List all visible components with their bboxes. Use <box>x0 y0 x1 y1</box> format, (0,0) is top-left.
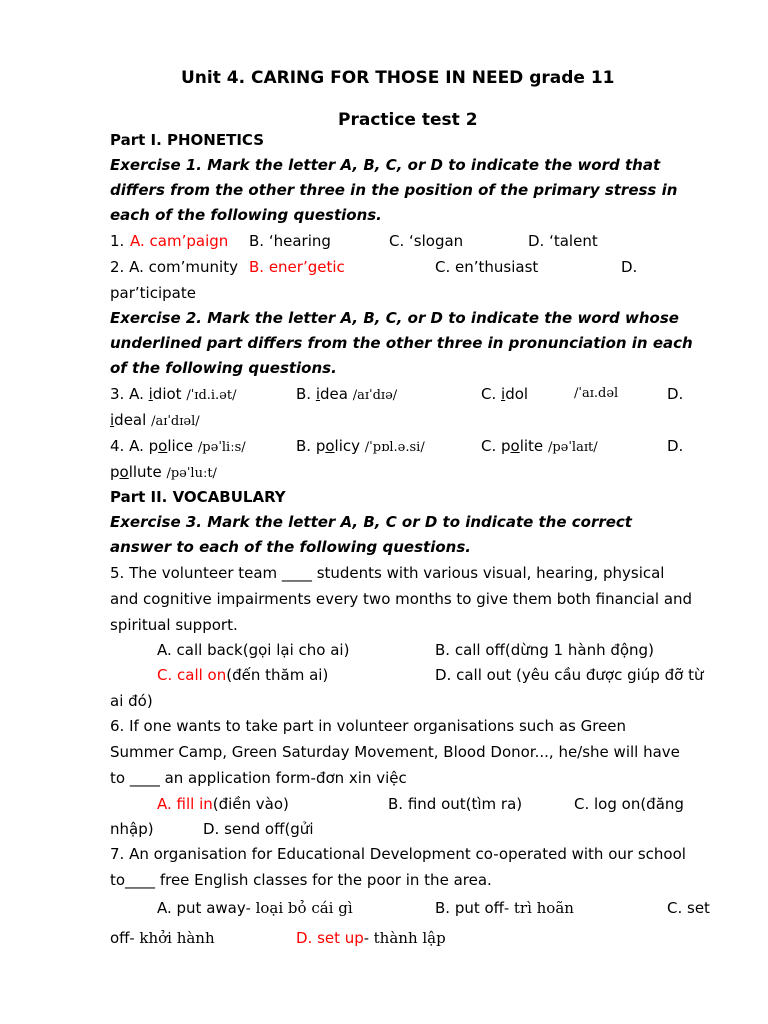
q3-b-underlined: i <box>315 385 320 403</box>
part-2-heading: Part II. VOCABULARY <box>110 488 286 506</box>
question-3-option-d-label: D. <box>667 385 684 403</box>
question-7-option-c: C. set <box>667 899 710 917</box>
q7-b-word: B. put off <box>435 899 505 917</box>
question-1-option-c: C. ‘slogan <box>389 232 464 250</box>
question-5-line-2: and cognitive impairments every two months to give them both financial and <box>110 590 693 608</box>
q3-c-ipa: /ˈaɪ.dəl <box>574 386 619 401</box>
question-7-option-b <box>435 898 574 918</box>
q3-d-rest: deal <box>114 411 147 429</box>
q5-c-answer: C. call on <box>157 666 227 684</box>
q5-c-meaning: (đến thăm ai) <box>226 666 329 684</box>
question-5-option-a: A. call back(gọi lại cho ai) <box>157 641 350 659</box>
q4-a-ipa: /pəˈliːs/ <box>197 440 246 455</box>
q4-c-prefix: C. p <box>481 437 511 455</box>
q3-d-underlined: i <box>110 411 115 429</box>
question-1-option-b: B. ‘hearing <box>249 232 331 250</box>
q4-b-ipa: /ˈpɒl.ə.si/ <box>364 440 425 455</box>
q3-a-underlined: i <box>148 385 153 403</box>
q7-a-word: A. put away <box>157 899 246 917</box>
q3-b-prefix: B. <box>296 385 316 403</box>
question-6-line-2: Summer Camp, Green Saturday Movement, Blood Donor..., he/she will have <box>110 743 680 761</box>
q4-a-rest: lice <box>167 437 194 455</box>
question-1-option-d: D. ‘talent <box>528 232 598 250</box>
document-title: Unit 4. CARING FOR THOSE IN NEED grade 11 <box>181 68 615 88</box>
q4-a-prefix: 4. A. p <box>110 437 159 455</box>
question-6-option-c-cont: nhập) <box>110 820 154 838</box>
question-3-option-c <box>481 384 528 404</box>
question-5-option-c <box>157 665 328 685</box>
q4-b-underlined: o <box>325 437 335 455</box>
exercise-3-instruction-line-2: answer to each of the following questions. <box>110 538 471 556</box>
question-4-option-b <box>296 436 425 458</box>
question-6-option-a <box>157 794 289 814</box>
q4-c-underlined: o <box>510 437 520 455</box>
exercise-3-instruction-line-1: Exercise 3. Mark the letter A, B, C or D to indicate the correct <box>110 513 632 531</box>
question-7-option-c-cont <box>110 928 215 948</box>
q4-c-rest: lite <box>519 437 544 455</box>
question-3-option-b <box>296 384 397 406</box>
question-4-option-d-label: D. <box>667 437 684 455</box>
question-7-line-1: 7. An organisation for Educational Development co-operated with our school <box>110 845 686 863</box>
question-7-option-a <box>157 898 353 918</box>
q3-b-rest: dea <box>320 385 348 403</box>
q4-d-rest: llute <box>128 463 162 481</box>
exercise-2-instruction-line-1: Exercise 2. Mark the letter A, B, C, or D to indicate the word whose <box>110 309 679 327</box>
q3-a-ipa: /ˈɪd.i.ət/ <box>186 388 237 403</box>
question-1-number: 1. <box>110 232 125 250</box>
question-4-option-c <box>481 436 598 458</box>
question-4-option-d-word <box>110 462 217 484</box>
question-6-option-b: B. find out(tìm ra) <box>388 795 523 813</box>
q4-d-underlined: o <box>119 463 129 481</box>
exercise-1-instruction-line-1: Exercise 1. Mark the letter A, B, C, or D to indicate the word that <box>110 156 661 174</box>
exercise-1-instruction-line-2: differs from the other three in the position of the primary stress in <box>110 181 678 199</box>
q3-a-rest: diot <box>152 385 182 403</box>
question-1-option-a: A. cam’paign <box>130 232 229 250</box>
q7-a-meaning: - loại bỏ cái gì <box>245 899 353 917</box>
question-6-option-c: C. log on(đăng <box>574 795 684 813</box>
question-2-option-d-label: D. <box>621 258 638 276</box>
q4-d-prefix: p <box>110 463 120 481</box>
q4-d-ipa: /pəˈluːt/ <box>166 466 217 481</box>
question-2-option-d-word: par’ticipate <box>110 284 196 302</box>
q6-a-answer: A. fill in <box>157 795 213 813</box>
q7-d-meaning: - thành lập <box>363 929 446 947</box>
question-6-line-3: to ____ an application form-đơn xin việc <box>110 769 407 787</box>
q4-a-underlined: o <box>158 437 168 455</box>
document-subtitle: Practice test 2 <box>338 110 478 130</box>
q3-d-ipa: /aɪˈdɪəl/ <box>151 414 200 429</box>
q4-b-rest: licy <box>334 437 361 455</box>
question-6-option-d: D. send off(gửi <box>203 820 314 838</box>
question-3-option-d-word <box>110 410 200 432</box>
question-7-option-d <box>296 928 446 948</box>
q7-c-word-cont: off <box>110 929 130 947</box>
q4-c-ipa: /pəˈlaɪt/ <box>547 440 598 455</box>
question-2-option-c: C. en’thusiast <box>435 258 539 276</box>
q4-b-prefix: B. p <box>296 437 326 455</box>
question-5-option-d: D. call out (yêu cầu được giúp đỡ từ <box>435 666 704 684</box>
question-5-option-b: B. call off(dừng 1 hành động) <box>435 641 654 659</box>
question-5-line-1: 5. The volunteer team ____ students with various visual, hearing, physical <box>110 564 665 582</box>
q3-b-ipa: /aɪˈdɪə/ <box>352 388 398 403</box>
question-7-line-2: to____ free English classes for the poor in the area. <box>110 871 492 889</box>
q7-b-meaning: - trì hoãn <box>504 899 574 917</box>
q3-c-underlined: i <box>501 385 506 403</box>
q7-c-meaning: - khởi hành <box>129 929 215 947</box>
question-4-option-a <box>110 436 246 458</box>
q7-d-answer: D. set up <box>296 929 364 947</box>
exercise-2-instruction-line-3: of the following questions. <box>110 359 337 377</box>
q3-c-rest: dol <box>505 385 529 403</box>
q3-c-prefix: C. <box>481 385 502 403</box>
exercise-1-instruction-line-3: each of the following questions. <box>110 206 382 224</box>
question-6-line-1: 6. If one wants to take part in volunteer organisations such as Green <box>110 717 627 735</box>
question-5-option-d-cont: ai đó) <box>110 692 153 710</box>
exercise-2-instruction-line-2: underlined part differs from the other three in pronunciation in each <box>110 334 693 352</box>
q6-a-meaning: (điền vào) <box>212 795 289 813</box>
q3-a-prefix: 3. A. <box>110 385 149 403</box>
question-2-option-b: B. ener’getic <box>249 258 345 276</box>
question-3-option-a <box>110 384 236 406</box>
part-1-heading: Part I. PHONETICS <box>110 131 265 149</box>
question-5-line-3: spiritual support. <box>110 616 238 634</box>
question-2-option-a: 2. A. com’munity <box>110 258 238 276</box>
